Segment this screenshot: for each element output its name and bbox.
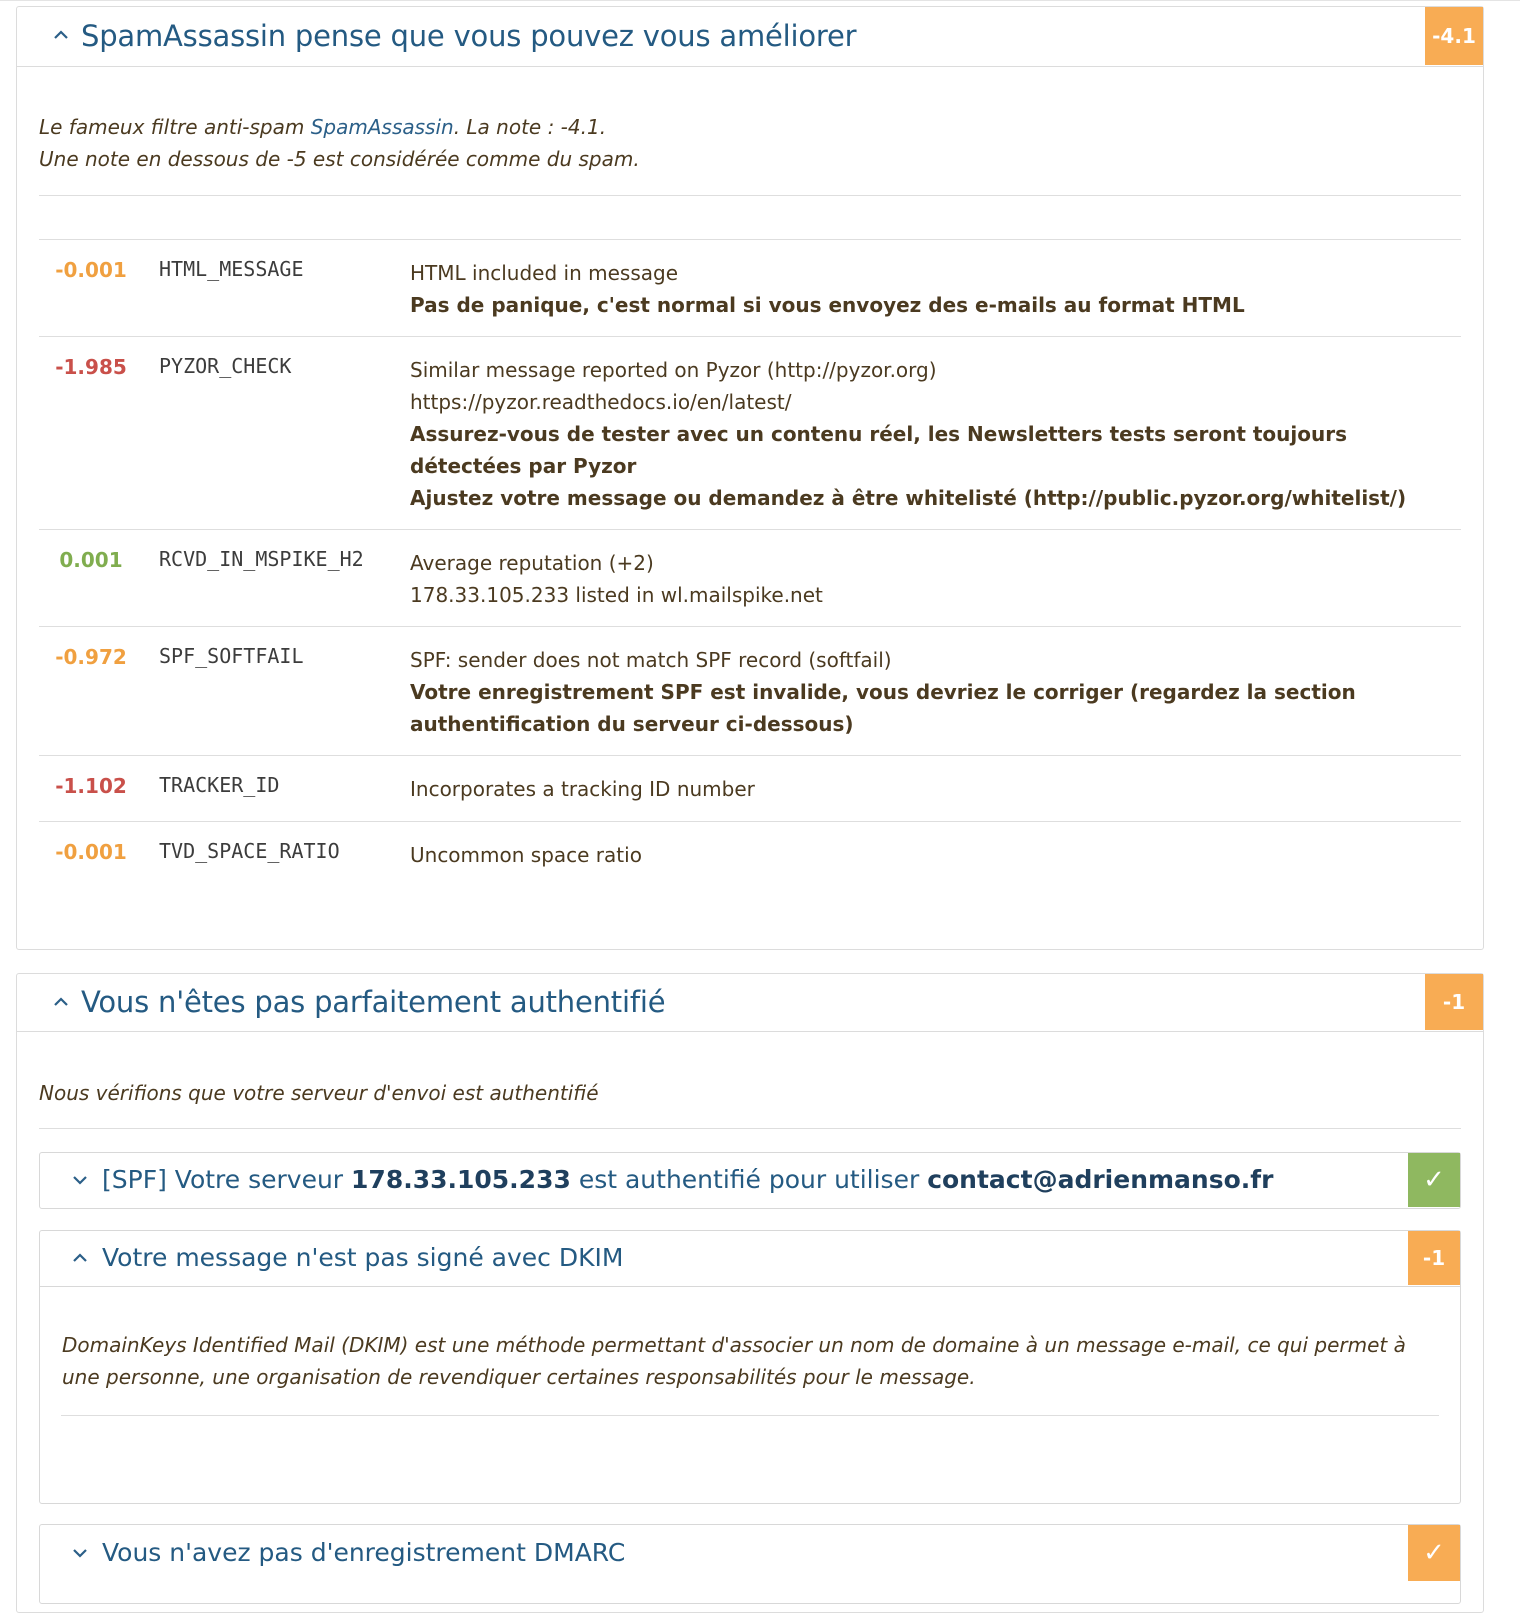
rule-advice: Pas de panique, c'est normal si vous envoyez des e-mails au format HTML bbox=[410, 293, 1245, 317]
rule-desc bbox=[410, 644, 1450, 740]
rule-desc-line: https://pyzor.readthedocs.io/en/latest/ bbox=[410, 390, 792, 414]
rule-desc bbox=[410, 839, 1450, 871]
chevron-down-icon[interactable] bbox=[70, 1170, 90, 1190]
rule-desc-line: 178.33.105.233 listed in wl.mailspike.net bbox=[410, 583, 823, 607]
dkim-header[interactable] bbox=[40, 1231, 1460, 1287]
chevron-down-icon[interactable] bbox=[70, 1543, 90, 1563]
rule-desc-line: HTML included in message bbox=[410, 261, 678, 285]
rule-desc-line: Similar message reported on Pyzor (http://pyzor.org) bbox=[410, 358, 937, 382]
dkim-panel bbox=[39, 1230, 1461, 1504]
rule-row bbox=[39, 821, 1461, 887]
spf-ip: 178.33.105.233 bbox=[351, 1165, 571, 1194]
rule-row bbox=[39, 336, 1461, 529]
rule-desc-line: Incorporates a tracking ID number bbox=[410, 777, 755, 801]
chevron-up-icon[interactable] bbox=[51, 992, 71, 1012]
rule-row bbox=[39, 755, 1461, 821]
auth-score-badge: -1 bbox=[1425, 974, 1483, 1030]
auth-title: Vous n'êtes pas parfaitement authentifié bbox=[81, 985, 666, 1019]
dkim-description: DomainKeys Identified Mail (DKIM) est une méthode permettant d'associer un nom de domaine à un message e-mail, ce qui permet à une personne, une organisation de revendiquer certaines responsabilités pour le message. bbox=[62, 1333, 1406, 1389]
chevron-up-icon[interactable] bbox=[51, 25, 71, 45]
spamassassin-panel bbox=[16, 6, 1484, 950]
rule-score: -0.001 bbox=[55, 840, 127, 864]
rule-code: RCVD_IN_MSPIKE_H2 bbox=[159, 547, 364, 571]
dmarc-title: Vous n'avez pas d'enregistrement DMARC bbox=[102, 1538, 626, 1567]
spf-middle: est authentifié pour utiliser bbox=[570, 1165, 928, 1194]
auth-intro: Nous vérifions que votre serveur d'envoi est authentifié bbox=[39, 1081, 599, 1105]
intro-line-2: Une note en dessous de -5 est considérée comme du spam. bbox=[39, 147, 640, 171]
rule-desc bbox=[410, 547, 1450, 611]
rule-desc bbox=[410, 354, 1450, 514]
dmarc-check-badge: ✓ bbox=[1408, 1525, 1460, 1581]
spamassassin-intro bbox=[39, 111, 1439, 175]
rule-advice: Ajustez votre message ou demandez à être whitelisté (http://public.pyzor.org/whitelist/) bbox=[410, 486, 1407, 510]
rule-row bbox=[39, 239, 1461, 336]
rule-code: PYZOR_CHECK bbox=[159, 354, 292, 378]
rule-desc-line: Uncommon space ratio bbox=[410, 843, 642, 867]
spamassassin-link[interactable]: SpamAssassin bbox=[310, 115, 454, 139]
rule-row bbox=[39, 529, 1461, 626]
spf-panel bbox=[39, 1152, 1461, 1209]
rule-score: -0.972 bbox=[55, 645, 127, 669]
spf-prefix: [SPF] Votre serveur bbox=[102, 1165, 352, 1194]
rule-score: -1.102 bbox=[55, 774, 127, 798]
rule-row bbox=[39, 626, 1461, 755]
rule-code: SPF_SOFTFAIL bbox=[159, 644, 304, 668]
intro-divider bbox=[39, 195, 1461, 196]
rule-code: HTML_MESSAGE bbox=[159, 257, 304, 281]
rule-advice: Assurez-vous de tester avec un contenu réel, les Newsletters tests seront toujours détectées par Pyzor bbox=[410, 422, 1348, 478]
intro-text-2: . La note : -4.1. bbox=[453, 115, 607, 139]
auth-panel bbox=[16, 973, 1484, 1613]
dkim-score-badge: -1 bbox=[1408, 1231, 1460, 1285]
rule-desc bbox=[410, 257, 1450, 321]
spf-title bbox=[102, 1153, 1273, 1207]
spf-header[interactable] bbox=[40, 1153, 1460, 1208]
rule-desc-line: SPF: sender does not match SPF record (softfail) bbox=[410, 648, 892, 672]
rules-table bbox=[39, 239, 1461, 899]
auth-header[interactable] bbox=[17, 974, 1483, 1032]
rule-score: 0.001 bbox=[59, 548, 123, 572]
dmarc-panel bbox=[39, 1524, 1461, 1604]
rule-score: -0.001 bbox=[55, 258, 127, 282]
spamassassin-header[interactable] bbox=[17, 7, 1483, 67]
spf-email: contact@adrienmanso.fr bbox=[927, 1165, 1274, 1194]
rule-score: -1.985 bbox=[55, 355, 127, 379]
dkim-divider bbox=[61, 1415, 1439, 1416]
intro-text-1: Le fameux filtre anti-spam bbox=[39, 115, 311, 139]
dkim-title: Votre message n'est pas signé avec DKIM bbox=[102, 1243, 624, 1272]
rule-advice: Votre enregistrement SPF est invalide, vous devriez le corriger (regardez la section authentification du serveur ci-dessous) bbox=[410, 680, 1356, 736]
rule-code: TRACKER_ID bbox=[159, 773, 280, 797]
auth-intro-divider bbox=[39, 1128, 1461, 1129]
spamassassin-score-badge: -4.1 bbox=[1425, 7, 1483, 65]
dmarc-header[interactable] bbox=[40, 1525, 1460, 1581]
rule-desc bbox=[410, 773, 1450, 805]
spamassassin-title: SpamAssassin pense que vous pouvez vous améliorer bbox=[81, 19, 857, 53]
rule-code: TVD_SPACE_RATIO bbox=[159, 839, 340, 863]
top-divider bbox=[0, 0, 1520, 4]
chevron-up-icon[interactable] bbox=[70, 1248, 90, 1268]
spf-check-badge: ✓ bbox=[1408, 1153, 1460, 1207]
rule-desc-line: Average reputation (+2) bbox=[410, 551, 654, 575]
